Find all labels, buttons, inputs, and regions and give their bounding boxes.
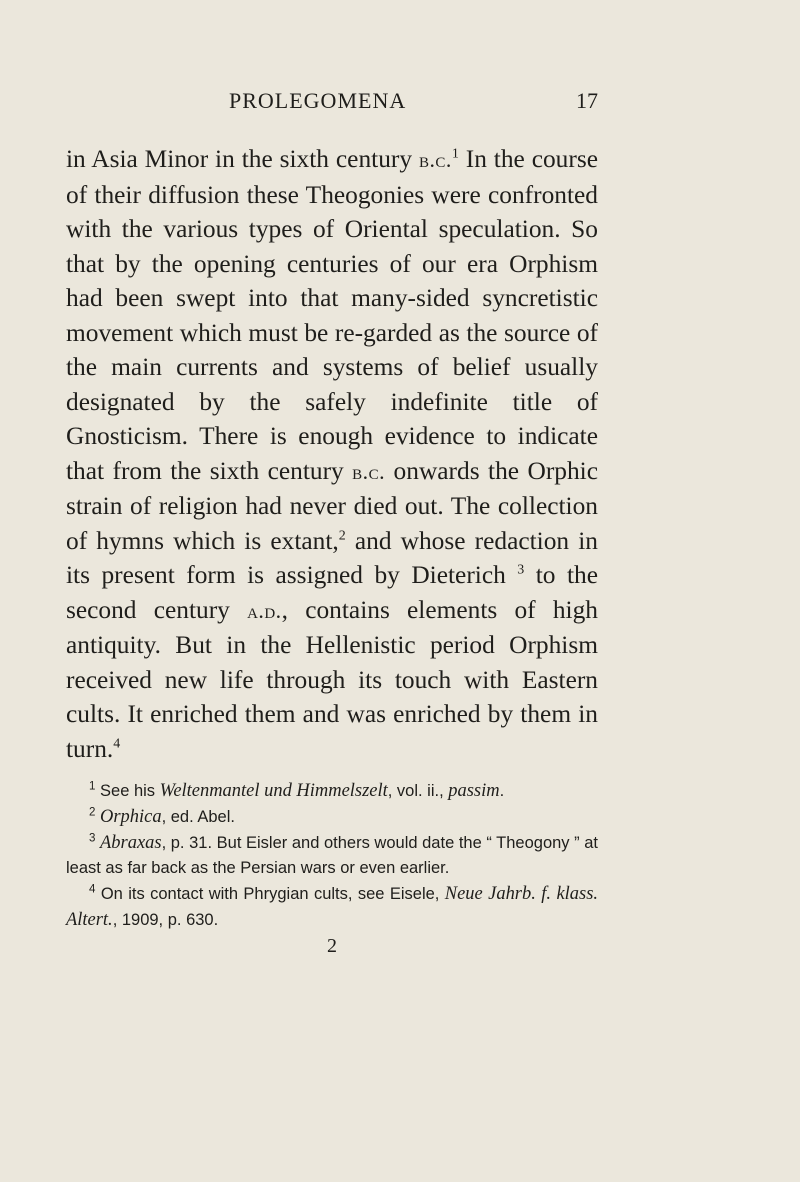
footnote-mark: 4 xyxy=(89,883,96,896)
page-header xyxy=(66,88,598,122)
footnote-mark: 1 xyxy=(89,780,96,793)
footnote-4 xyxy=(66,881,598,933)
footnote-text: , vol. ii., xyxy=(387,782,449,800)
footnote-ref: 3 xyxy=(517,562,525,578)
signature-mark: 2 xyxy=(327,935,337,957)
footnote-text: See his xyxy=(95,782,160,800)
footnote-text: . xyxy=(499,782,505,800)
text-run: , contains elements of high antiquity. But in the Hellenistic period Orphism received new life through its touch with Eastern cults. It enriched them and was enriched by them in turn. xyxy=(66,595,598,763)
footnote-title: Abraxas xyxy=(100,832,162,852)
footnotes xyxy=(66,778,598,933)
text-run: onwards the Orphic strain of religion had never died out. The collection of hymns which is extant, xyxy=(66,456,598,555)
footnote-ref: 4 xyxy=(113,736,121,752)
footnote-text: , p. 31. But Eisler and others would date the “ Theogony ” at least as far back as the Persian wars or even earlier. xyxy=(66,834,598,877)
footnote-text: , 1909, p. 630. xyxy=(112,911,219,929)
text-run: In the course of their diffusion these Theogonies were confronted with the various types of Oriental speculation. So that by the opening centuries of our era Orphism had been swept into that many-sided syncretistic movement which must be re-garded as the source of the main currents and systems of belief usually designated by the safely indefinite title of Gnosticism. There is enough evidence to indicate that from the sixth century xyxy=(66,145,598,485)
footnote-text: , ed. Abel. xyxy=(161,808,235,826)
book-page xyxy=(66,88,598,958)
footnote-title: Orphica xyxy=(100,806,162,826)
text-run: in Asia Minor in the sixth century xyxy=(66,145,419,173)
main-paragraph xyxy=(66,142,598,766)
era-abbrev: b.c. xyxy=(352,459,386,484)
footnote-ref: 1 xyxy=(451,146,459,162)
page-number: 17 xyxy=(576,88,598,113)
text-run: to the second century xyxy=(66,561,599,624)
footnote-title: Neue Jahrb. f. klass. Altert. xyxy=(66,883,598,929)
footnote-text: On its contact with Phrygian cults, see Eisele, xyxy=(95,885,445,903)
text-run: and whose redaction in its present form is assigned by Dieterich xyxy=(66,526,598,589)
running-head: PROLEGOMENA xyxy=(229,88,407,113)
footnote-2 xyxy=(66,804,598,830)
footnote-ref: 2 xyxy=(338,528,346,544)
era-abbrev: a.d. xyxy=(247,598,282,623)
footnote-3 xyxy=(66,830,598,881)
footnote-1 xyxy=(66,778,598,804)
footnote-mark: 3 xyxy=(89,832,96,845)
footnote-title: Weltenmantel und Himmelszelt xyxy=(159,780,388,800)
era-abbrev: b.c. xyxy=(418,148,452,172)
footnote-mark: 2 xyxy=(89,806,96,819)
footnote-title: passim xyxy=(448,780,500,800)
